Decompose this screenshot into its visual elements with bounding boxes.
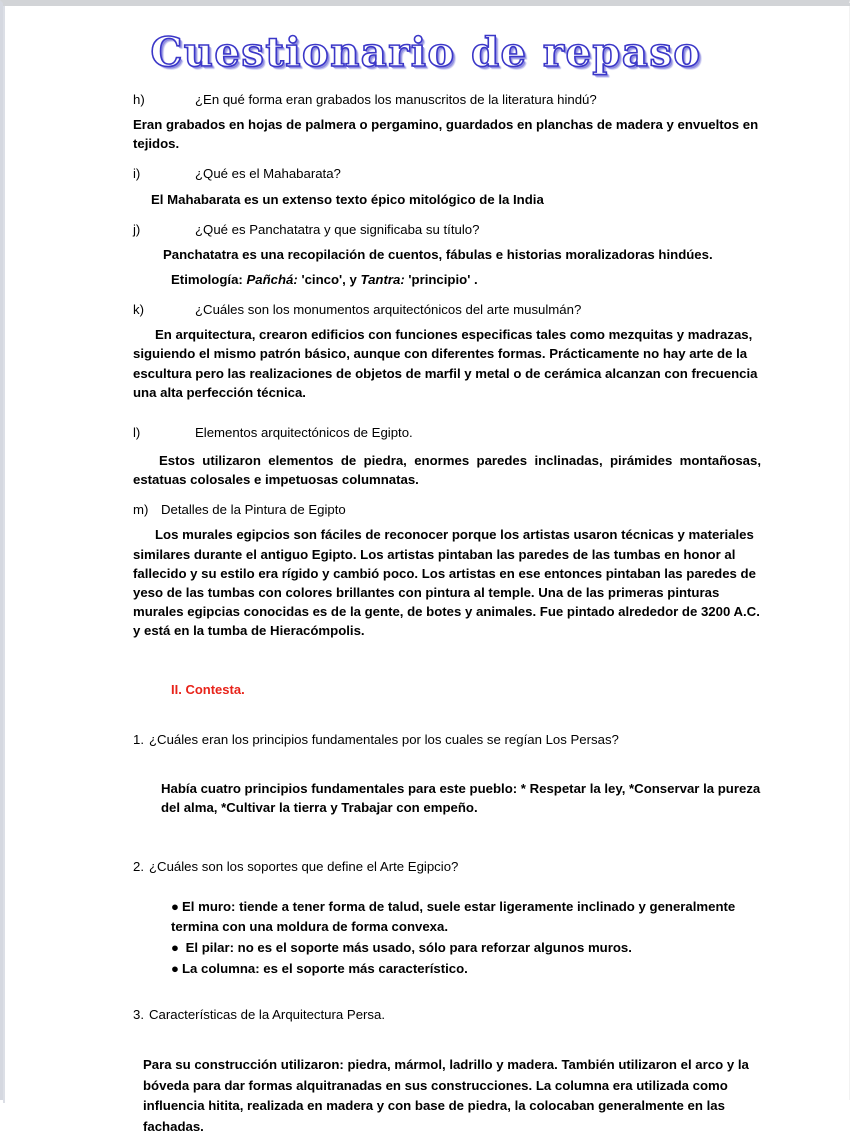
- etymology-note-j: [133, 267, 761, 292]
- question-text-l: Elementos arquitectónicos de Egipto.: [195, 424, 413, 440]
- question-text-3: Características de la Arquitectura Persa.: [149, 1007, 386, 1023]
- answer-1: Había cuatro principios fundamentales para este pueblo: * Respetar la ley, *Conservar la pureza del alma, *Cultivar la tierra y Trabajar con empeño.: [161, 780, 761, 816]
- question-text-j: ¿Qué es Panchatatra y que significaba su título?: [195, 221, 480, 237]
- question-text-2: ¿Cuáles son los soportes que define el Arte Egipcio?: [149, 859, 459, 875]
- list-item: [171, 896, 761, 936]
- question-2: [133, 835, 761, 882]
- bullet-text-pilar: El pilar: no es el soporte más usado, sólo para reforzar algunos muros.: [181, 939, 632, 955]
- question-k: [133, 292, 761, 322]
- question-letter-i: i): [133, 166, 141, 182]
- question-text-m: Detalles de la Pintura de Egipto: [161, 502, 346, 518]
- question-text-1: ¿Cuáles eran los principios fundamentales por los cuales se regían Los Persas?: [149, 732, 619, 748]
- question-j: [133, 212, 761, 242]
- question-number-2: 2.: [133, 859, 144, 875]
- bullet-text-muro: El muro: tiende a tener forma de talud, suele estar ligeramente inclinado y generalmente termina con una moldura de forma convexa.: [171, 899, 736, 934]
- question-h: [133, 82, 761, 112]
- bullet-text-columna: La columna: es el soporte más característico.: [181, 960, 468, 976]
- bullet-icon: ●: [171, 899, 179, 915]
- bullet-icon: ●: [171, 939, 179, 955]
- list-item: [171, 937, 761, 958]
- question-text-i: ¿Qué es el Mahabarata?: [195, 166, 341, 182]
- etymology-meaning-principio: 'principio' .: [404, 271, 478, 287]
- etymology-term-panchá: Pañchá:: [246, 271, 298, 287]
- question-letter-j: j): [133, 221, 141, 237]
- etymology-label: Etimología:: [171, 271, 247, 287]
- question-l: [133, 405, 761, 445]
- page-left-border: [3, 3, 5, 1103]
- question-i: [133, 156, 761, 186]
- answer-m: Los murales egipcios son fáciles de reconocer porque los artistas usaron técnicas y materiales similares durante el antiguo Egipto. Los artistas pintaban las paredes de las tumbas en honor al fallecido y su estilo era rígido y cambió poco. Los artistas en ese entonces pintaban las paredes de yeso de las tumbas con colores brillantes con pintura al temple. Una de las primeras pinturas murales egipcias conocidas es de la gente, de botes y animales. Fue pintado alrededor de 3200 A.C. y está en la tumba de Hieracómpolis.: [133, 527, 760, 639]
- question-letter-h: h): [133, 92, 145, 107]
- answer-k: En arquitectura, crearon edificios con funciones especificas tales como mezquitas y madrazas, siguiendo el mismo patrón básico, aunque con diferentes formas. Prácticamente no hay arte de la escultura pero las realizaciones de objetos de marfil y metal o de cerámica alcanzan con frecuencia una alta perfección técnica.: [133, 327, 758, 400]
- question-letter-l: l): [133, 424, 141, 440]
- answer-h: Eran grabados en hojas de palmera o pergamino, guardados en planchas de madera y envueltos en tejidos.: [133, 117, 759, 152]
- etymology-term-tantra: Tantra:: [360, 271, 405, 287]
- question-m: [133, 492, 761, 522]
- question-number-3: 3.: [133, 1007, 144, 1023]
- page-top-border: [3, 3, 850, 6]
- question-3: [133, 983, 761, 1030]
- question-number-1: 1.: [133, 732, 144, 748]
- answer-j: Panchatatra es una recopilación de cuentos, fábulas e historias moralizadoras hindúes.: [163, 246, 713, 262]
- title-container: [3, 3, 849, 82]
- etymology-meaning-cinco: 'cinco', y: [297, 271, 361, 287]
- answer-l: Estos utilizaron elementos de piedra, enormes paredes inclinadas, pirámides montañosas, estatuas colosales e impetuosas columnatas.: [133, 452, 761, 488]
- page-title: Cuestionario de repaso: [150, 29, 702, 76]
- document-content: [3, 82, 849, 1137]
- bullet-list-soportes: [133, 882, 761, 983]
- question-text-k: ¿Cuáles son los monumentos arquitectónicos del arte musulmán?: [195, 302, 582, 318]
- question-1: [133, 720, 761, 755]
- section-heading-contesta: II. Contesta.: [171, 682, 245, 698]
- answer-3: Para su construcción utilizaron: piedra, mármol, ladrillo y madera. También utilizaron el arco y la bóveda para dar formas alquitranadas en sus construcciones. La columna era utilizada como influencia hitita, realizada en madera y con base de piedra, la colocaban generalmente en las fachadas.: [143, 1057, 749, 1134]
- bullet-icon: ●: [171, 960, 179, 976]
- list-item: [171, 958, 761, 979]
- answer-i: El Mahabarata es un extenso texto épico mitológico de la India: [151, 191, 544, 207]
- question-text-h: ¿En qué forma eran grabados los manuscritos de la literatura hindú?: [195, 92, 597, 107]
- question-letter-m: m): [133, 502, 149, 518]
- question-letter-k: k): [133, 302, 144, 318]
